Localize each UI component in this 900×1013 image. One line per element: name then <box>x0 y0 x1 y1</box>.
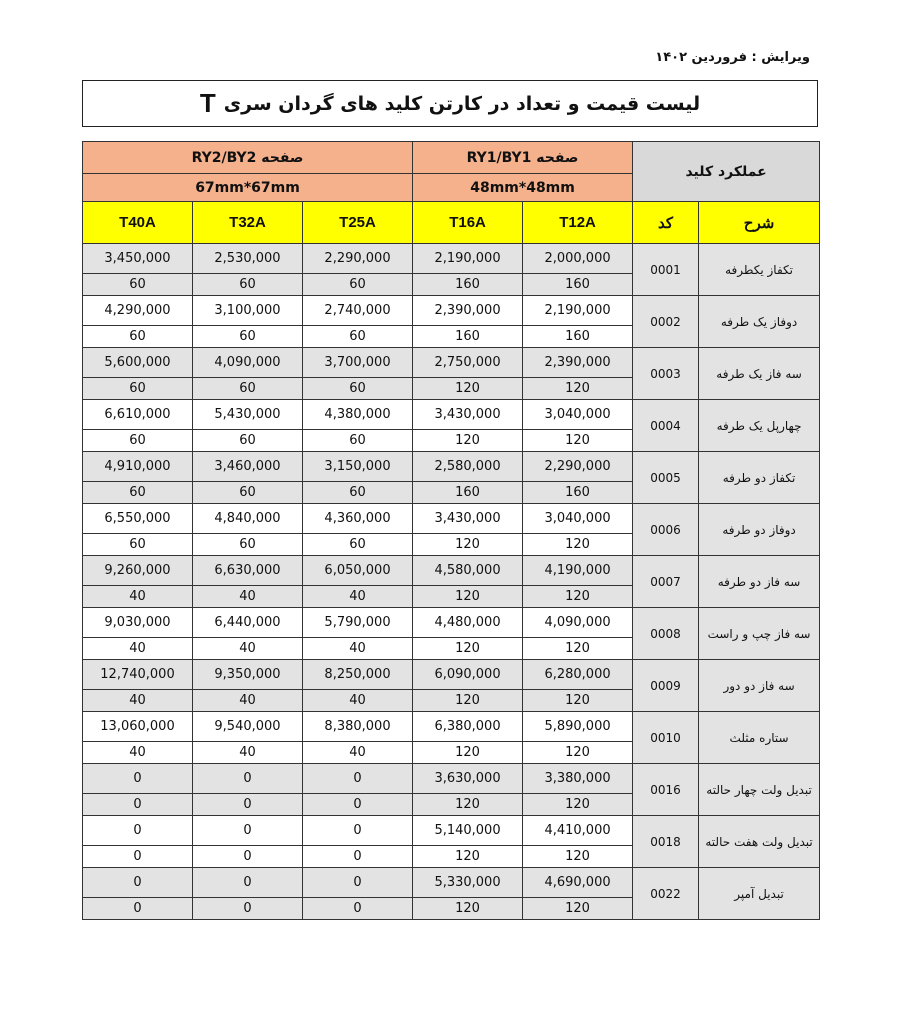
code-cell: 0001 <box>633 244 699 296</box>
price-cell: 2,390,000 <box>413 296 523 326</box>
description-cell: تکفاز یکطرفه <box>699 244 820 296</box>
function-header: عملکرد کلید <box>633 142 820 202</box>
price-cell: 6,630,000 <box>193 556 303 586</box>
price-cell: 5,790,000 <box>303 608 413 638</box>
price-cell: 0 <box>83 816 193 846</box>
price-cell: 4,360,000 <box>303 504 413 534</box>
price-cell: 12,740,000 <box>83 660 193 690</box>
price-cell: 0 <box>193 868 303 898</box>
quantity-cell: 120 <box>413 690 523 712</box>
price-cell: 5,140,000 <box>413 816 523 846</box>
quantity-cell: 40 <box>193 638 303 660</box>
quantity-cell: 60 <box>83 534 193 556</box>
price-cell: 0 <box>303 816 413 846</box>
price-cell: 4,290,000 <box>83 296 193 326</box>
quantity-cell: 60 <box>193 326 303 348</box>
size-header-right: 48mm*48mm <box>413 174 633 202</box>
price-cell: 2,390,000 <box>523 348 633 378</box>
quantity-cell: 40 <box>193 586 303 608</box>
price-cell: 4,690,000 <box>523 868 633 898</box>
quantity-cell: 120 <box>413 742 523 764</box>
table-row <box>83 348 820 378</box>
price-cell: 0 <box>303 764 413 794</box>
code-header: کد <box>633 202 699 244</box>
table-row <box>83 504 820 534</box>
column-header: T12A <box>523 202 633 244</box>
quantity-cell: 120 <box>523 430 633 452</box>
edition-date: ویرایش : فروردین ۱۴۰۲ <box>655 50 810 65</box>
description-header: شرح <box>699 202 820 244</box>
quantity-cell: 0 <box>193 846 303 868</box>
price-cell: 4,910,000 <box>83 452 193 482</box>
quantity-cell: 120 <box>523 846 633 868</box>
code-cell: 0008 <box>633 608 699 660</box>
code-cell: 0018 <box>633 816 699 868</box>
price-cell: 6,380,000 <box>413 712 523 742</box>
quantity-cell: 160 <box>523 326 633 348</box>
group-header-right: صفحه RY1/BY1 <box>413 142 633 174</box>
quantity-cell: 160 <box>413 482 523 504</box>
description-cell: چهارپل یک طرفه <box>699 400 820 452</box>
price-cell: 3,150,000 <box>303 452 413 482</box>
price-cell: 6,280,000 <box>523 660 633 690</box>
price-cell: 0 <box>83 868 193 898</box>
price-cell: 2,530,000 <box>193 244 303 274</box>
description-cell: سه فاز دو طرفه <box>699 556 820 608</box>
quantity-cell: 120 <box>413 534 523 556</box>
quantity-cell: 0 <box>303 794 413 816</box>
quantity-cell: 60 <box>303 378 413 400</box>
page-title: لیست قیمت و تعداد در کارتن کلید های گردان سری <box>223 92 701 115</box>
price-cell: 4,840,000 <box>193 504 303 534</box>
quantity-cell: 60 <box>193 378 303 400</box>
quantity-cell: 0 <box>193 898 303 920</box>
column-header: T25A <box>303 202 413 244</box>
price-cell: 6,050,000 <box>303 556 413 586</box>
quantity-cell: 0 <box>303 898 413 920</box>
quantity-cell: 120 <box>523 742 633 764</box>
quantity-cell: 120 <box>523 690 633 712</box>
quantity-cell: 120 <box>523 794 633 816</box>
table-row <box>83 556 820 586</box>
price-cell: 5,330,000 <box>413 868 523 898</box>
code-cell: 0004 <box>633 400 699 452</box>
quantity-cell: 160 <box>413 326 523 348</box>
quantity-cell: 120 <box>413 898 523 920</box>
description-cell: سه فاز چپ و راست <box>699 608 820 660</box>
quantity-cell: 120 <box>413 846 523 868</box>
price-cell: 0 <box>193 816 303 846</box>
price-cell: 3,040,000 <box>523 400 633 430</box>
price-cell: 9,030,000 <box>83 608 193 638</box>
table-row <box>83 660 820 690</box>
quantity-cell: 0 <box>83 794 193 816</box>
price-cell: 2,190,000 <box>413 244 523 274</box>
table-row <box>83 608 820 638</box>
code-cell: 0007 <box>633 556 699 608</box>
quantity-cell: 0 <box>83 898 193 920</box>
price-cell: 0 <box>83 764 193 794</box>
price-cell: 3,450,000 <box>83 244 193 274</box>
price-cell: 6,440,000 <box>193 608 303 638</box>
price-cell: 9,260,000 <box>83 556 193 586</box>
price-cell: 8,380,000 <box>303 712 413 742</box>
quantity-cell: 120 <box>413 378 523 400</box>
quantity-cell: 40 <box>303 690 413 712</box>
quantity-cell: 40 <box>83 690 193 712</box>
description-cell: دوفاز دو طرفه <box>699 504 820 556</box>
price-cell: 3,630,000 <box>413 764 523 794</box>
price-cell: 4,190,000 <box>523 556 633 586</box>
price-cell: 6,550,000 <box>83 504 193 534</box>
quantity-cell: 120 <box>413 430 523 452</box>
quantity-cell: 120 <box>413 794 523 816</box>
price-cell: 3,040,000 <box>523 504 633 534</box>
quantity-cell: 120 <box>523 898 633 920</box>
column-header: T32A <box>193 202 303 244</box>
table-body <box>83 244 820 920</box>
quantity-cell: 60 <box>303 482 413 504</box>
quantity-cell: 60 <box>193 482 303 504</box>
code-cell: 0010 <box>633 712 699 764</box>
price-cell: 5,600,000 <box>83 348 193 378</box>
description-cell: سه فاز یک طرفه <box>699 348 820 400</box>
price-cell: 4,410,000 <box>523 816 633 846</box>
quantity-cell: 120 <box>523 378 633 400</box>
price-cell: 2,190,000 <box>523 296 633 326</box>
quantity-cell: 40 <box>83 586 193 608</box>
table-row <box>83 296 820 326</box>
series-letter: T <box>199 88 216 118</box>
quantity-cell: 120 <box>413 638 523 660</box>
price-cell: 8,250,000 <box>303 660 413 690</box>
price-cell: 4,090,000 <box>193 348 303 378</box>
quantity-cell: 60 <box>193 430 303 452</box>
quantity-cell: 40 <box>193 742 303 764</box>
quantity-cell: 120 <box>523 638 633 660</box>
price-cell: 4,090,000 <box>523 608 633 638</box>
quantity-cell: 160 <box>523 274 633 296</box>
quantity-cell: 60 <box>303 274 413 296</box>
price-cell: 9,540,000 <box>193 712 303 742</box>
price-cell: 4,480,000 <box>413 608 523 638</box>
description-cell: تکفاز دو طرفه <box>699 452 820 504</box>
quantity-cell: 60 <box>303 326 413 348</box>
quantity-cell: 60 <box>83 326 193 348</box>
price-cell: 6,090,000 <box>413 660 523 690</box>
column-header: T16A <box>413 202 523 244</box>
table-row <box>83 868 820 898</box>
table-row <box>83 452 820 482</box>
table-row <box>83 712 820 742</box>
quantity-cell: 120 <box>523 586 633 608</box>
price-cell: 0 <box>193 764 303 794</box>
code-cell: 0009 <box>633 660 699 712</box>
price-cell: 5,430,000 <box>193 400 303 430</box>
price-cell: 3,380,000 <box>523 764 633 794</box>
price-table <box>82 141 820 920</box>
description-cell: تبدیل ولت هفت حالته <box>699 816 820 868</box>
price-cell: 13,060,000 <box>83 712 193 742</box>
description-cell: ستاره مثلث <box>699 712 820 764</box>
description-cell: دوفاز یک طرفه <box>699 296 820 348</box>
quantity-cell: 120 <box>523 534 633 556</box>
description-cell: تبدیل آمپر <box>699 868 820 920</box>
quantity-cell: 60 <box>83 378 193 400</box>
price-cell: 3,430,000 <box>413 400 523 430</box>
price-cell: 4,580,000 <box>413 556 523 586</box>
price-cell: 5,890,000 <box>523 712 633 742</box>
table-row <box>83 400 820 430</box>
price-cell: 0 <box>303 868 413 898</box>
code-cell: 0016 <box>633 764 699 816</box>
price-cell: 4,380,000 <box>303 400 413 430</box>
price-cell: 2,000,000 <box>523 244 633 274</box>
price-cell: 3,430,000 <box>413 504 523 534</box>
code-cell: 0006 <box>633 504 699 556</box>
price-cell: 3,700,000 <box>303 348 413 378</box>
group-header-left: صفحه RY2/BY2 <box>83 142 413 174</box>
quantity-cell: 40 <box>303 586 413 608</box>
quantity-cell: 40 <box>83 638 193 660</box>
quantity-cell: 60 <box>193 534 303 556</box>
quantity-cell: 160 <box>413 274 523 296</box>
price-cell: 3,100,000 <box>193 296 303 326</box>
size-header-left: 67mm*67mm <box>83 174 413 202</box>
description-cell: سه فاز دو دور <box>699 660 820 712</box>
code-cell: 0022 <box>633 868 699 920</box>
quantity-cell: 60 <box>303 430 413 452</box>
description-cell: تبدیل ولت چهار حالته <box>699 764 820 816</box>
title-box <box>82 80 818 127</box>
quantity-cell: 60 <box>83 430 193 452</box>
quantity-cell: 120 <box>413 586 523 608</box>
price-cell: 9,350,000 <box>193 660 303 690</box>
code-cell: 0003 <box>633 348 699 400</box>
quantity-cell: 0 <box>193 794 303 816</box>
price-cell: 6,610,000 <box>83 400 193 430</box>
quantity-cell: 40 <box>193 690 303 712</box>
price-cell: 2,750,000 <box>413 348 523 378</box>
table-row <box>83 816 820 846</box>
quantity-cell: 160 <box>523 482 633 504</box>
code-cell: 0002 <box>633 296 699 348</box>
price-cell: 2,290,000 <box>523 452 633 482</box>
quantity-cell: 60 <box>83 482 193 504</box>
quantity-cell: 60 <box>303 534 413 556</box>
price-cell: 2,580,000 <box>413 452 523 482</box>
price-cell: 2,290,000 <box>303 244 413 274</box>
quantity-cell: 60 <box>193 274 303 296</box>
price-cell: 3,460,000 <box>193 452 303 482</box>
price-cell: 2,740,000 <box>303 296 413 326</box>
quantity-cell: 40 <box>303 742 413 764</box>
column-header: T40A <box>83 202 193 244</box>
table-row <box>83 764 820 794</box>
quantity-cell: 40 <box>83 742 193 764</box>
code-cell: 0005 <box>633 452 699 504</box>
table-row <box>83 244 820 274</box>
quantity-cell: 0 <box>83 846 193 868</box>
quantity-cell: 0 <box>303 846 413 868</box>
quantity-cell: 40 <box>303 638 413 660</box>
quantity-cell: 60 <box>83 274 193 296</box>
